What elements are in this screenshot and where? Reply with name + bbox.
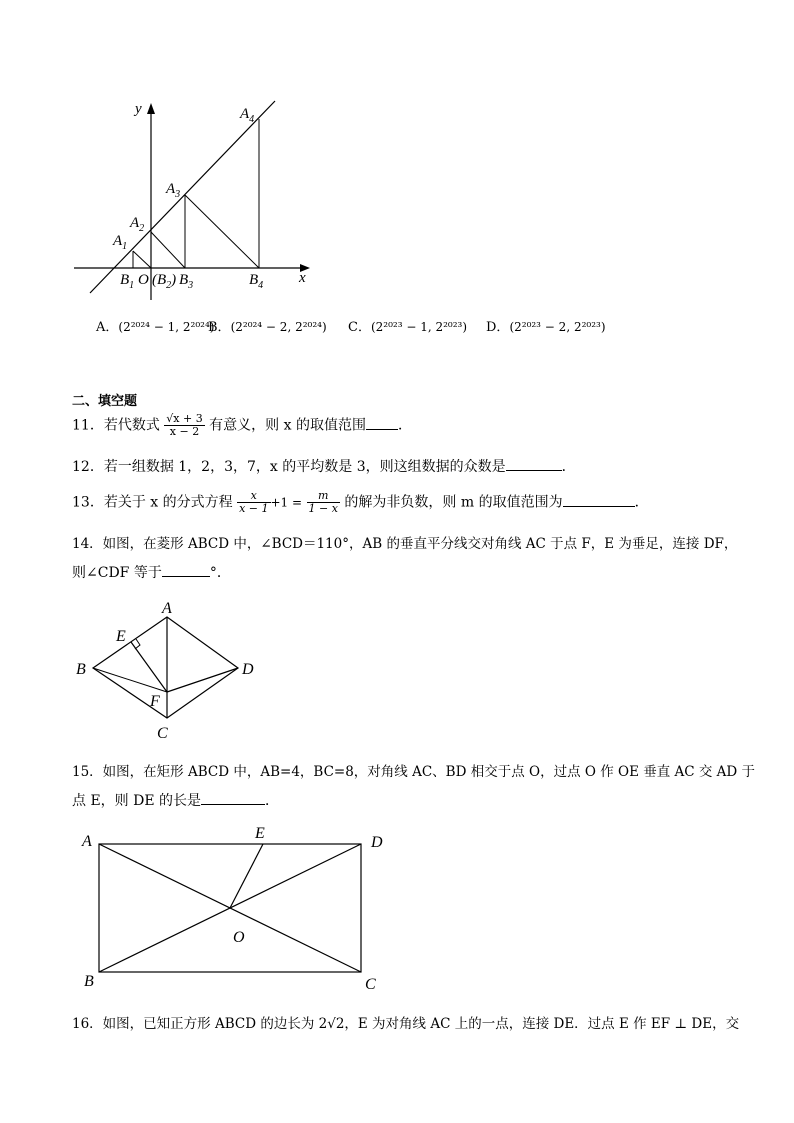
fig14-label-c: C xyxy=(157,725,168,742)
question-11: 11．若代数式 $\frac{√x + 3}{x - 2}$ 有意义，则 x 的取值范围 ． xyxy=(72,412,412,438)
fig14-label-e: E xyxy=(116,628,126,645)
fig15-label-e: E xyxy=(255,825,265,842)
fig15-label-b: B xyxy=(84,973,94,990)
y-axis-arrow-icon xyxy=(147,103,155,114)
section-title: 二、填空题 xyxy=(72,394,138,409)
coordinate-figure xyxy=(60,95,320,305)
fig15-label-d: D xyxy=(371,834,383,851)
question-16: 16．如图，已知正方形 ABCD 的边长为 2√2，E 为对角线 AC 上的一点，连接 DE．过点 E 作 EF ⊥ DE，交 xyxy=(72,1016,740,1032)
right-angle-mark xyxy=(135,639,140,649)
question-14-line-1: 14．如图，在菱形 ABCD 中，∠BCD＝110°，AB 的垂直平分线交对角线 AC 于点 F，E 为垂足，连接 DF， xyxy=(72,536,738,552)
label-a4: $A_4$ xyxy=(240,106,255,125)
question-14-line-2: 则∠CDF 等于 °． xyxy=(72,565,231,581)
segment-df xyxy=(167,668,238,692)
segment-ef xyxy=(131,642,167,692)
rectangle-figure xyxy=(75,820,395,1000)
rhombus-figure xyxy=(70,596,270,746)
q13-fraction-1: $\frac{x}{x - 1}$ xyxy=(239,489,269,515)
answer-blank-15[interactable] xyxy=(201,792,265,805)
option-b-value: (2²⁰²⁴ − 2, 2²⁰²⁴) xyxy=(230,320,327,334)
label-a3: $A_3$ xyxy=(166,181,181,200)
fig15-label-o: O xyxy=(233,929,245,946)
label-b2: $(B_2)$ xyxy=(152,272,177,291)
answer-blank-11[interactable] xyxy=(366,417,398,430)
option-a xyxy=(96,316,214,335)
segment-a2b2 xyxy=(151,232,185,268)
question-13: 13．若关于 x 的分式方程 $\frac{x}{x - 1}$ +1 = $\frac{m}{1 - x}$ 的解为非负数，则 m 的取值范围为 ． xyxy=(72,489,649,515)
rhombus-abcd xyxy=(93,617,238,718)
question-15-line-2: 点 E，则 DE 的长是 ． xyxy=(72,793,280,809)
answer-blank-12[interactable] xyxy=(506,458,562,471)
fig15-label-a: A xyxy=(82,833,92,850)
segment-oe xyxy=(230,844,263,908)
fig14-label-a: A xyxy=(162,600,172,617)
option-a-key: A． xyxy=(96,320,119,335)
label-b3: $B_3$ xyxy=(179,272,194,291)
segment-a1o xyxy=(133,251,151,268)
option-b xyxy=(208,316,327,335)
fig14-label-d: D xyxy=(242,661,254,678)
q13-fraction-2: $\frac{m}{1 - x}$ xyxy=(308,489,338,515)
option-d-key: D． xyxy=(486,320,510,335)
label-a1: $A_1$ xyxy=(113,233,128,252)
segment-a3b4 xyxy=(185,195,259,268)
fig14-label-b: B xyxy=(76,661,86,678)
line-l xyxy=(90,101,275,293)
label-b1: $B_1$ xyxy=(120,272,135,291)
axis-y-label: y xyxy=(135,101,142,117)
option-a-value: (2²⁰²⁴ − 1, 2²⁰²⁴) xyxy=(118,320,215,334)
answer-blank-13[interactable] xyxy=(563,494,635,507)
option-c-value: (2²⁰²³ − 1, 2²⁰²³) xyxy=(370,320,468,334)
question-12: 12．若一组数据 1，2，3，7，x 的平均数是 3，则这组数据的众数是 ． xyxy=(72,459,576,475)
label-a2: $A_2$ xyxy=(130,215,145,234)
option-d-value: (2²⁰²³ − 2, 2²⁰²³) xyxy=(509,320,606,334)
option-d xyxy=(486,316,606,335)
segment-bf xyxy=(93,668,167,692)
axis-x-label: x xyxy=(299,270,306,286)
fig14-label-f: F xyxy=(150,693,160,710)
fig15-label-c: C xyxy=(365,976,376,993)
option-c xyxy=(348,316,467,335)
label-b4: $B_4$ xyxy=(249,272,264,291)
q11-fraction: $\frac{√x + 3}{x - 2}$ xyxy=(166,412,203,438)
answer-blank-14[interactable] xyxy=(162,564,210,577)
option-b-key: B． xyxy=(208,320,231,335)
label-origin: O xyxy=(138,272,149,288)
option-c-key: C． xyxy=(348,320,371,335)
question-15-line-1: 15．如图，在矩形 ABCD 中，AB=4，BC=8，对角线 AC、BD 相交于点 O，过点 O 作 OE 垂直 AC 交 AD 于 xyxy=(72,764,756,780)
